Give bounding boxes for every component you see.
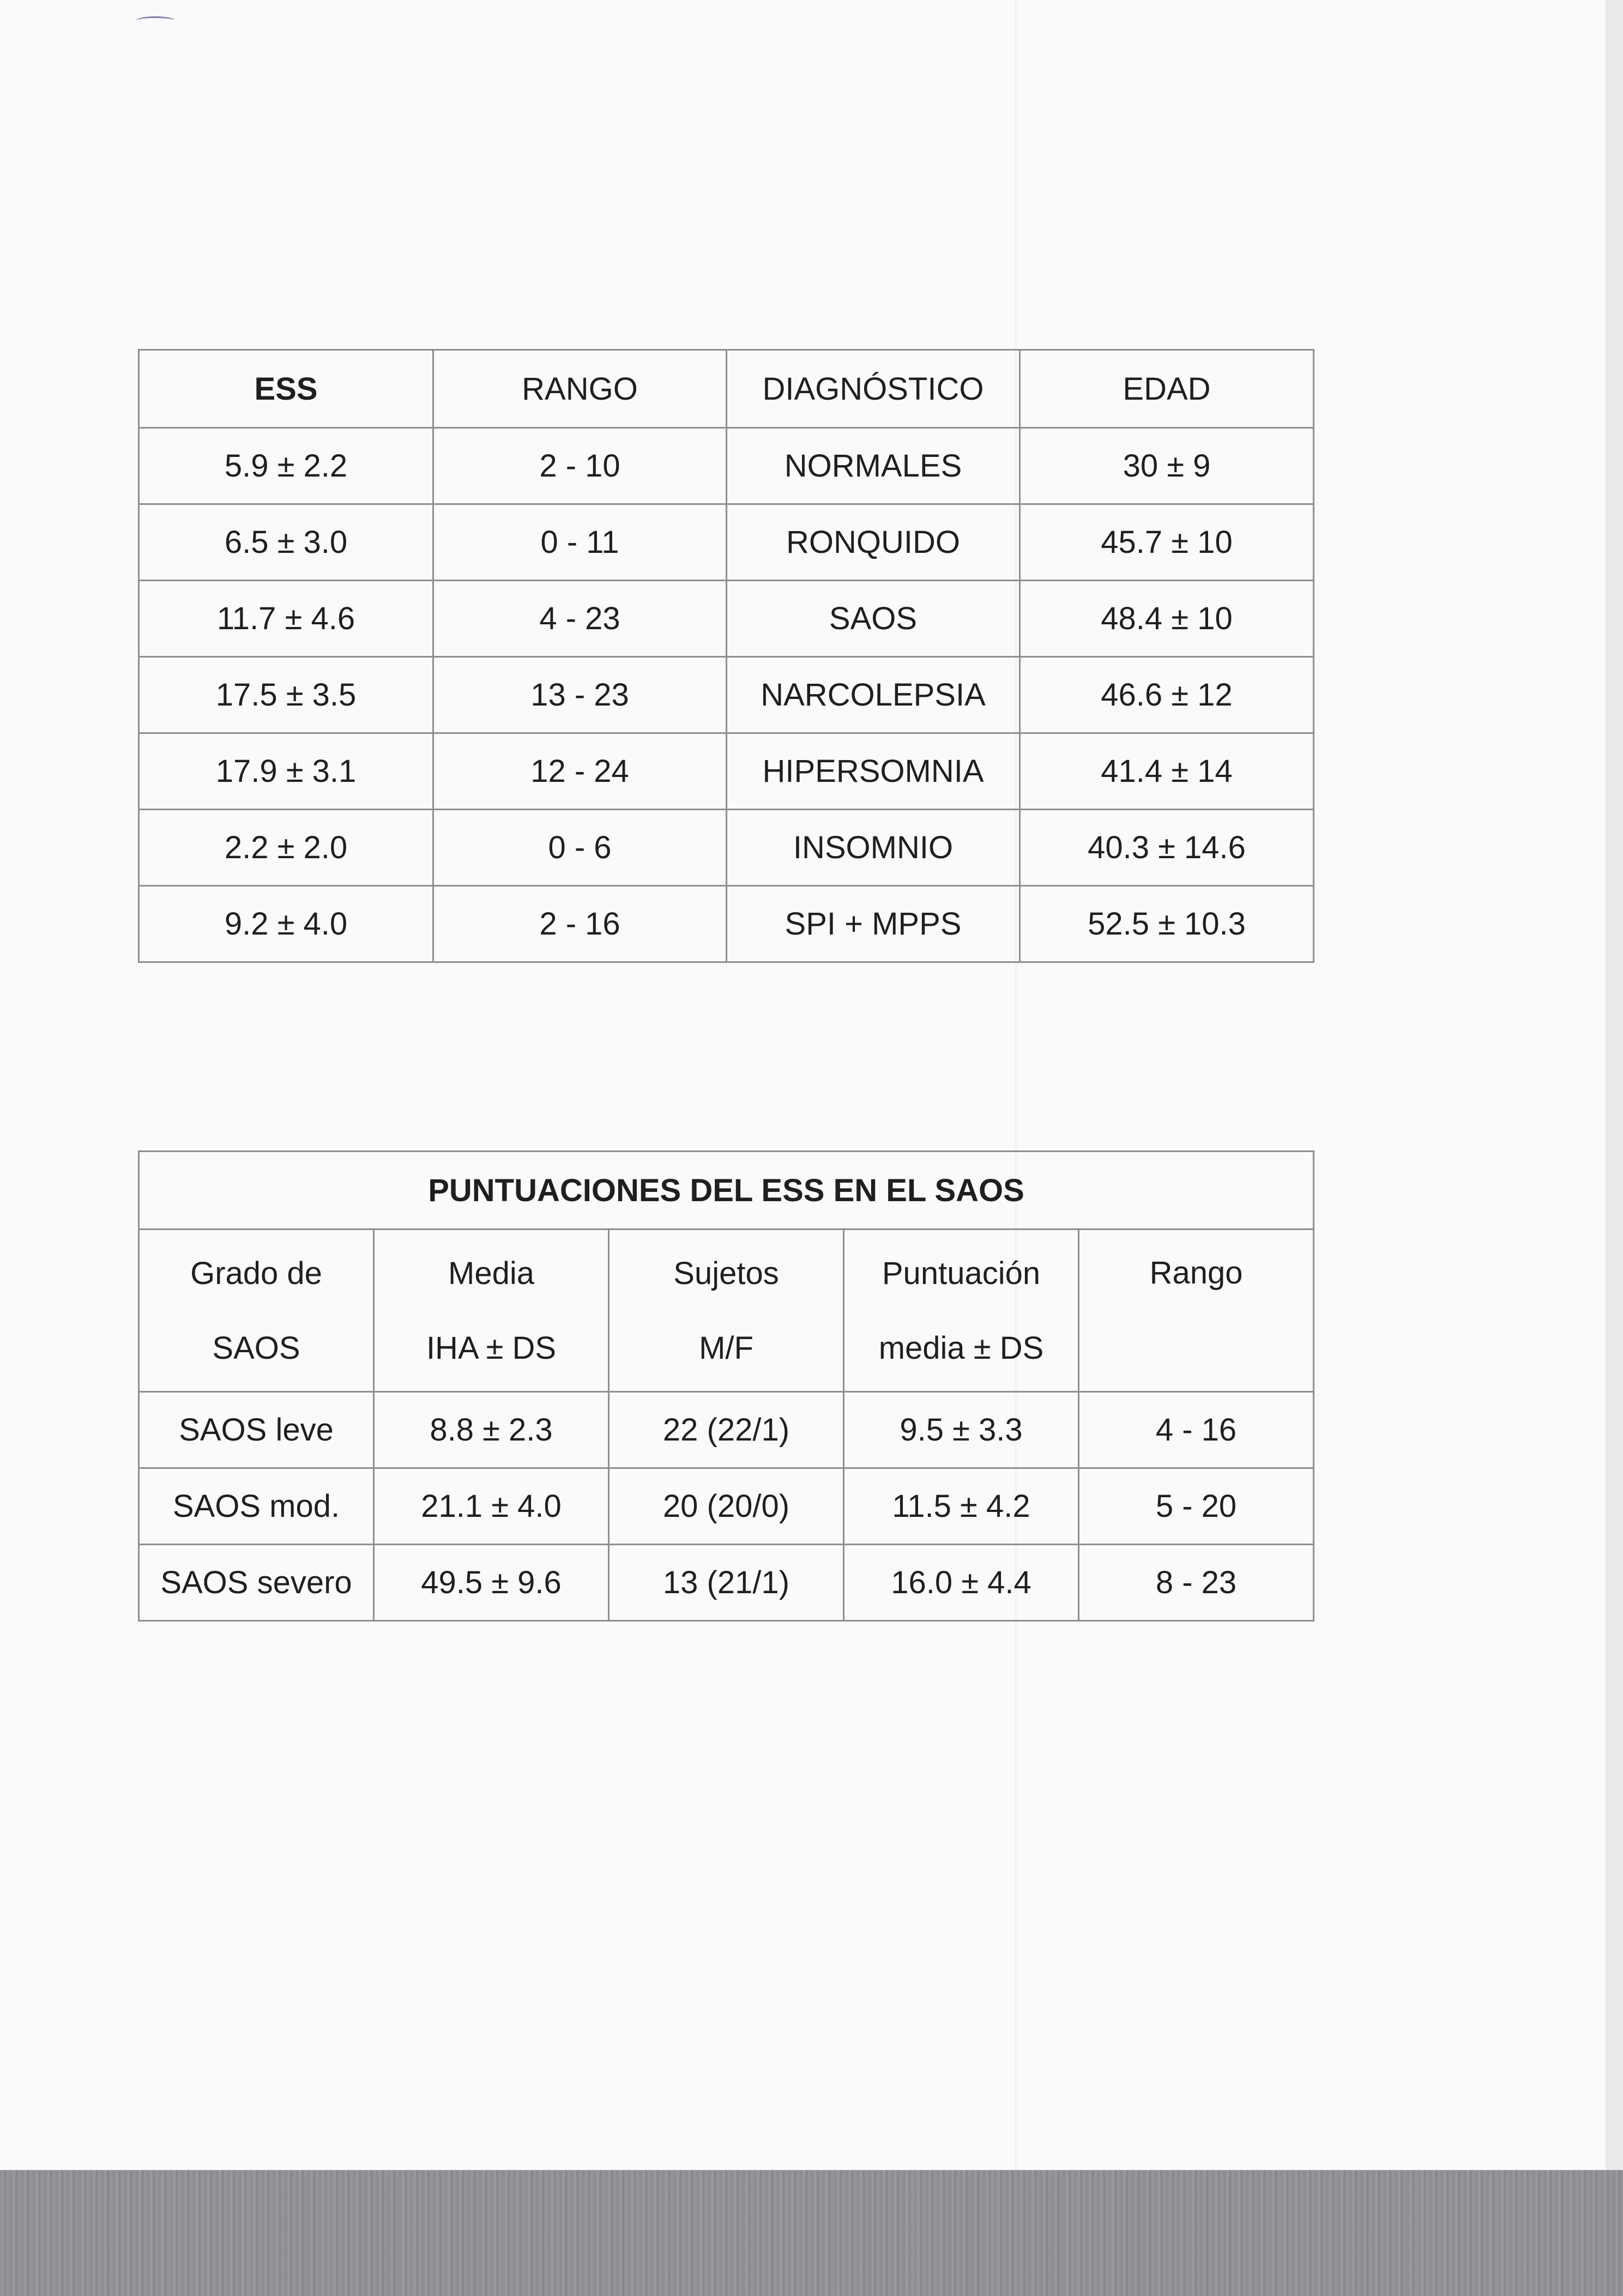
cell-edad: 30 ± 9 — [1020, 428, 1314, 504]
cell-rango: 13 - 23 — [433, 657, 727, 733]
table-row — [139, 810, 1314, 886]
cell-ess: 9.2 ± 4.0 — [139, 886, 433, 962]
header-line: Puntuación — [882, 1255, 1041, 1291]
cell-ess: 6.5 ± 3.0 — [139, 504, 433, 581]
header-diagnostico: DIAGNÓSTICO — [727, 350, 1020, 428]
cell-grado: SAOS mod. — [139, 1468, 374, 1545]
cell-puntuacion: 11.5 ± 4.2 — [844, 1468, 1079, 1545]
cell-rango: 2 - 10 — [433, 428, 727, 504]
cell-ess: 17.9 ± 3.1 — [139, 733, 433, 810]
cell-puntuacion: 9.5 ± 3.3 — [844, 1392, 1079, 1468]
header-rango — [1079, 1230, 1314, 1392]
header-ess: ESS — [139, 350, 433, 428]
cell-sujetos: 20 (20/0) — [609, 1468, 844, 1545]
cell-diagnostico: SAOS — [727, 581, 1020, 657]
pen-mark — [136, 16, 174, 25]
cell-diagnostico: RONQUIDO — [727, 504, 1020, 581]
table-row — [139, 1545, 1314, 1621]
cell-sujetos: 13 (21/1) — [609, 1545, 844, 1621]
cell-edad: 40.3 ± 14.6 — [1020, 810, 1314, 886]
cell-grado: SAOS severo — [139, 1545, 374, 1621]
table-header-row — [139, 1230, 1314, 1392]
table-row — [139, 1392, 1314, 1468]
cell-edad: 52.5 ± 10.3 — [1020, 886, 1314, 962]
ess-saos-table — [138, 1150, 1314, 1622]
header-line: media ± DS — [878, 1330, 1044, 1366]
header-rango: RANGO — [433, 350, 727, 428]
table-row — [139, 428, 1314, 504]
cell-diagnostico: HIPERSOMNIA — [727, 733, 1020, 810]
table-row — [139, 504, 1314, 581]
cell-edad: 45.7 ± 10 — [1020, 504, 1314, 581]
scanner-bed-strip — [0, 2170, 1623, 2296]
table-row — [139, 733, 1314, 810]
page-edge-shadow — [1606, 0, 1623, 2170]
table-title: PUNTUACIONES DEL ESS EN EL SAOS — [139, 1152, 1314, 1230]
cell-rango: 4 - 16 — [1079, 1392, 1314, 1468]
table-row — [139, 886, 1314, 962]
cell-diagnostico: SPI + MPPS — [727, 886, 1020, 962]
header-line: Media — [448, 1255, 534, 1291]
cell-media: 8.8 ± 2.3 — [374, 1392, 609, 1468]
table-row — [139, 657, 1314, 733]
cell-rango: 8 - 23 — [1079, 1545, 1314, 1621]
cell-rango: 0 - 11 — [433, 504, 727, 581]
cell-ess: 5.9 ± 2.2 — [139, 428, 433, 504]
cell-rango: 0 - 6 — [433, 810, 727, 886]
cell-puntuacion: 16.0 ± 4.4 — [844, 1545, 1079, 1621]
cell-edad: 46.6 ± 12 — [1020, 657, 1314, 733]
cell-ess: 17.5 ± 3.5 — [139, 657, 433, 733]
cell-diagnostico: NARCOLEPSIA — [727, 657, 1020, 733]
header-line: Grado de — [190, 1255, 322, 1291]
cell-rango: 5 - 20 — [1079, 1468, 1314, 1545]
header-line: Rango — [1149, 1255, 1243, 1291]
table-header-row — [139, 350, 1314, 428]
cell-diagnostico: NORMALES — [727, 428, 1020, 504]
header-media — [374, 1230, 609, 1392]
header-line: Sujetos — [673, 1255, 779, 1291]
header-grado — [139, 1230, 374, 1392]
cell-diagnostico: INSOMNIO — [727, 810, 1020, 886]
page-fold-line — [1015, 0, 1017, 2170]
cell-ess: 2.2 ± 2.0 — [139, 810, 433, 886]
header-line: SAOS — [212, 1330, 300, 1366]
header-line: IHA ± DS — [426, 1330, 557, 1366]
header-edad: EDAD — [1020, 350, 1314, 428]
cell-edad: 48.4 ± 10 — [1020, 581, 1314, 657]
cell-media: 21.1 ± 4.0 — [374, 1468, 609, 1545]
cell-edad: 41.4 ± 14 — [1020, 733, 1314, 810]
cell-grado: SAOS leve — [139, 1392, 374, 1468]
table-row — [139, 1468, 1314, 1545]
table-row — [139, 581, 1314, 657]
header-line: M/F — [699, 1330, 753, 1366]
cell-rango: 2 - 16 — [433, 886, 727, 962]
cell-sujetos: 22 (22/1) — [609, 1392, 844, 1468]
header-puntuacion — [844, 1230, 1079, 1392]
table-title-row — [139, 1152, 1314, 1230]
cell-media: 49.5 ± 9.6 — [374, 1545, 609, 1621]
ess-diagnosis-table — [138, 349, 1314, 963]
cell-ess: 11.7 ± 4.6 — [139, 581, 433, 657]
cell-rango: 12 - 24 — [433, 733, 727, 810]
header-sujetos — [609, 1230, 844, 1392]
cell-rango: 4 - 23 — [433, 581, 727, 657]
